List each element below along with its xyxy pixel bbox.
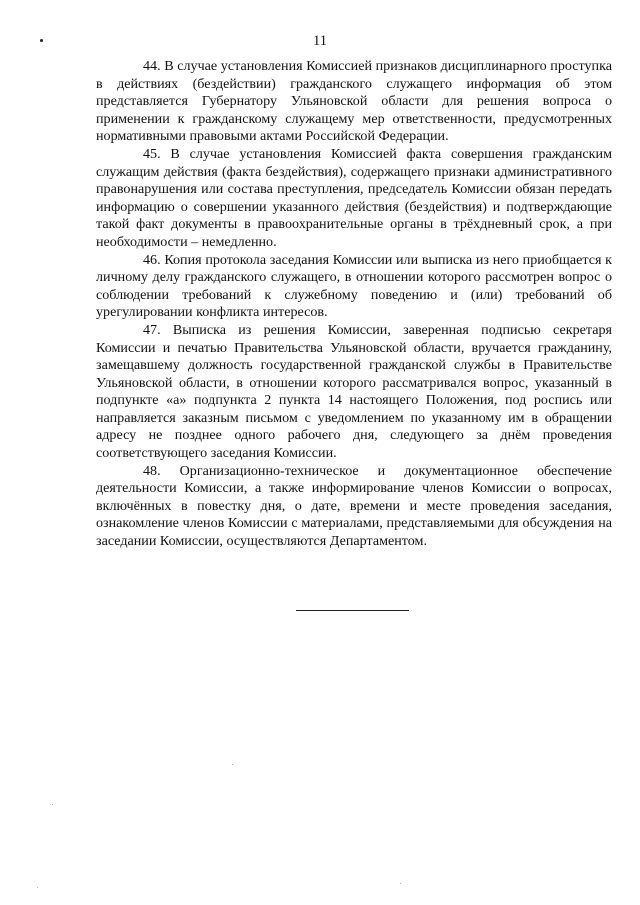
scan-speck <box>232 764 233 765</box>
scan-speck <box>40 39 43 42</box>
document-body <box>96 58 612 551</box>
paragraph-44: 44. В случае установления Комиссией признаков дисциплинарного проступка в действиях (бездействии) гражданского служащего информация об этом представляется Губернатору Ульяновской области для решения вопроса о применении к гражданскому служащему мер ответственности, предусмотренных нормативными правовыми актами Российской Федерации. <box>96 58 612 145</box>
end-of-text-rule <box>296 610 409 611</box>
scan-speck <box>400 883 401 884</box>
paragraph-47: 47. Выписка из решения Комиссии, заверенная подписью секретаря Комиссии и печатью Правительства Ульяновской области, вручается гражданину, замещавшему должность государственной гражданской службы в Правительстве Ульяновской области, в отношении которого рассматривался вопрос, указанный в подпункте «а» подпункта 2 пункта 14 настоящего Положения, под роспись или направляется заказным письмом с уведомлением по указанному им в обращении адресу не позднее одного рабочего дня, следующего за днём проведения соответствующего заседания Комиссии. <box>96 321 612 462</box>
scan-speck <box>52 804 53 805</box>
paragraph-45: 45. В случае установления Комиссией факта совершения гражданским служащим действия (факта бездействия), содержащего признаки административного правонарушения или состава преступления, председатель Комиссии обязан передать информацию о совершении указанного действия (бездействия) и подтверждающие такой факт документы в правоохранительные органы в трёхдневный срок, а при необходимости – немедленно. <box>96 145 612 250</box>
paragraph-46: 46. Копия протокола заседания Комиссии или выписка из него приобщается к личному делу гражданского служащего, в отношении которого рассмотрен вопрос о соблюдении требований к служебному поведению и (или) требований об урегулировании конфликта интересов. <box>96 251 612 321</box>
paragraph-48: 48. Организационно-техническое и документационное обеспечение деятельности Комиссии, а также информирование членов Комиссии о вопросах, включённых в повестку дня, о дате, времени и месте проведения заседания, ознакомление членов Комиссии с материалами, представляемыми для обсуждения на заседании Комиссии, осуществляются Департаментом. <box>96 462 612 550</box>
scan-speck <box>37 887 38 888</box>
page-number: 11 <box>313 33 327 49</box>
